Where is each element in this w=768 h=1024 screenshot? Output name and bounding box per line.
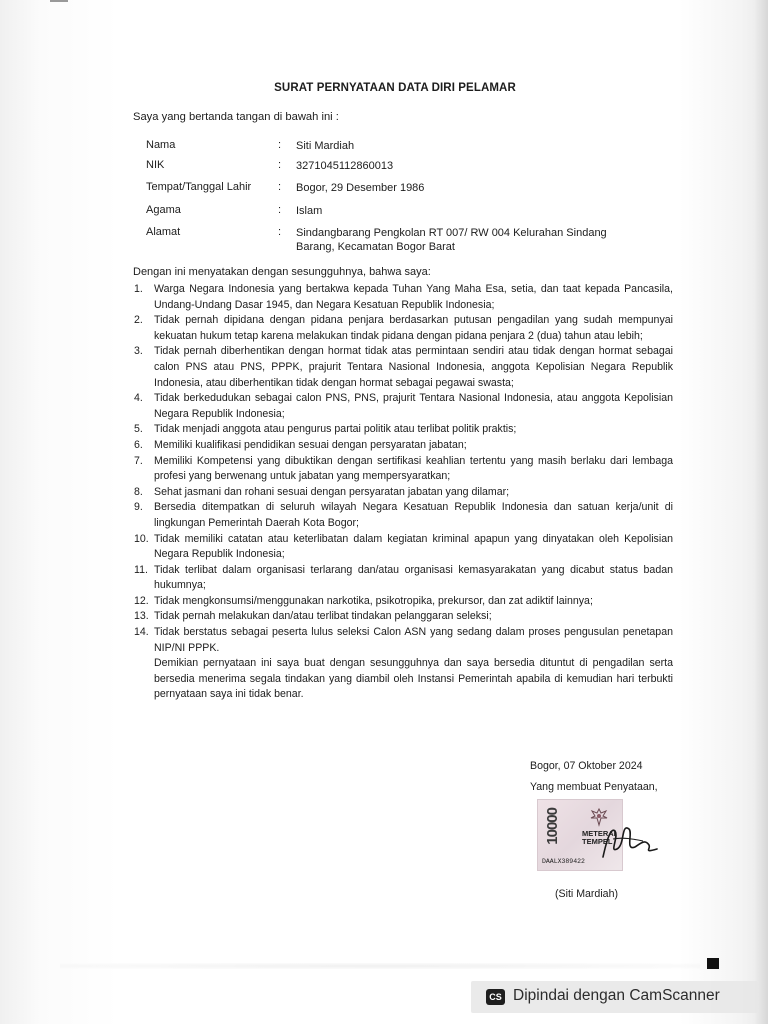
list-item — [133, 563, 673, 594]
closing-paragraph-wrapper — [133, 656, 673, 703]
list-number: 5. — [134, 423, 143, 436]
field-value: Islam — [296, 205, 323, 217]
list-number: 10. — [134, 532, 149, 545]
list-item — [133, 391, 673, 422]
list-number: 1. — [134, 283, 143, 295]
list-text: Tidak berkedudukan sebagai calon PNS, PNS, prajurit Tentara Nasional Indonesia, atau anggota Kepolisian Negara Republik Indonesia; — [154, 392, 673, 420]
list-item — [133, 282, 673, 313]
field-colon: : — [278, 204, 282, 216]
page-edge-shadow — [754, 0, 768, 1024]
list-text: Bersedia ditempatkan di seluruh wilayah Negara Kesatuan Republik Indonesia dan satuan kerja/unit di lingkungan Pemerintah Daerah Kota Bogor; — [154, 501, 673, 529]
field-colon: : — [278, 139, 282, 151]
signer-role: Yang membuat Penyataan, — [530, 781, 658, 793]
list-item — [133, 532, 673, 563]
list-text: Tidak memiliki catatan atau keterlibatan dalam kegiatan kriminal apapun yang dinyatakan oleh Kepolisian Negara Republik Indonesia; — [154, 532, 673, 561]
signature-area — [533, 799, 663, 874]
list-number: 14. — [134, 626, 149, 639]
stamp-serial: DAALX389422 — [542, 858, 585, 865]
list-item — [133, 313, 673, 344]
list-item — [133, 344, 673, 391]
corner-registration-mark — [707, 958, 719, 969]
list-item — [133, 485, 673, 501]
list-number: 4. — [134, 392, 143, 405]
intro-text: Saya yang bertanda tangan di bawah ini : — [133, 111, 339, 123]
scan-shadow — [60, 963, 700, 969]
field-colon: : — [278, 226, 282, 238]
list-number: 13. — [134, 610, 149, 623]
list-text: Warga Negara Indonesia yang bertakwa kepada Tuhan Yang Maha Esa, setia, dan taat kepada Pancasila, Undang-Undang Dasar 1945, dan Negara Kesatuan Republik Indonesia; — [154, 283, 673, 311]
list-number: 2. — [134, 314, 143, 327]
list-number: 7. — [134, 454, 143, 467]
field-label: Agama — [146, 204, 181, 216]
field-value: Siti Mardiah — [296, 140, 355, 152]
list-text: Memiliki kualifikasi pendidikan sesuai dengan persyaratan jabatan; — [154, 438, 467, 451]
statement-list — [133, 282, 673, 703]
stamp-label-line-1: METERAI — [582, 829, 616, 838]
statement-lead: Dengan ini menyatakan dengan sesungguhnya, bahwa saya: — [133, 266, 431, 278]
list-number: 8. — [134, 485, 143, 498]
list-text: Memiliki Kompetensi yang dibuktikan dengan sertifikasi keahlian tertentu yang masih berlaku dari lembaga profesi yang berwenang untuk jabatan yang mempersyaratkan; — [154, 454, 673, 483]
stamp-value: 10000 — [544, 808, 561, 845]
camscanner-logo-icon: CS — [486, 989, 505, 1005]
field-value: Sindangbarang Pengkolan RT 007/ RW 004 Kelurahan Sindang Barang, Kecamatan Bogor Barat — [296, 227, 607, 253]
handwritten-signature — [573, 809, 663, 869]
list-text: Tidak pernah melakukan dan/atau terlibat tindakan pelanggaran seleksi; — [154, 610, 492, 623]
camscanner-watermark — [471, 981, 758, 1013]
field-colon: : — [278, 181, 282, 193]
list-number: 3. — [134, 345, 143, 358]
list-number: 11. — [134, 563, 148, 576]
list-item — [133, 609, 673, 625]
list-item — [133, 594, 673, 610]
field-label: Tempat/Tanggal Lahir — [146, 181, 252, 193]
field-label: NIK — [146, 159, 165, 171]
field-value: 3271045112860013 — [296, 160, 394, 172]
signer-name: (Siti Mardiah) — [555, 888, 618, 900]
list-text: Tidak terlibat dalam organisasi terlarang dan/atau organisasi kemasyarakatan yang dicabut status badan hukumnya; — [154, 563, 673, 592]
list-number: 12. — [134, 594, 149, 607]
list-item — [133, 454, 673, 485]
list-text: Tidak berstatus sebagai peserta lulus seleksi Calon ASN yang sedang dalam proses pengusulan penetapan NIP/NI PPPK. — [154, 626, 673, 654]
document-title: SURAT PERNYATAAN DATA DIRI PELAMAR — [274, 82, 516, 94]
field-value: Bogor, 29 Desember 1986 — [296, 182, 425, 194]
watermark-text: Dipindai dengan CamScanner — [513, 987, 720, 1004]
list-number: 6. — [134, 438, 143, 451]
closing-paragraph: Demikian pernyataan ini saya buat dengan sesungguhnya dan saya bersedia dituntut di pengadilan serta bersedia menerima segala tindakan yang diambil oleh Instansi Pemerintah apabila di kemudian hari terbukti pernyataan saya ini tidak benar. — [154, 657, 673, 701]
list-number: 9. — [134, 501, 143, 514]
field-label: Alamat — [146, 226, 181, 238]
scan-artifact — [50, 0, 68, 2]
list-text: Tidak menjadi anggota atau pengurus partai politik atau terlibat politik praktis; — [154, 423, 517, 436]
stamp-label-line-2: TEMPEL — [582, 837, 613, 846]
list-text: Tidak pernah dipidana dengan pidana penjara berdasarkan putusan pengadilan yang sudah mempunyai kekuatan hukum tetap karena melakukan tindak pidana dengan pidana penjara 2 (dua) tahun atau lebih; — [154, 314, 673, 342]
place-date: Bogor, 07 Oktober 2024 — [530, 760, 643, 772]
list-text: Tidak pernah diberhentikan dengan hormat tidak atas permintaan sendiri atau tidak dengan hormat sebagai calon PNS atau PNS, PPPK, prajurit Tentara Nasional Indonesia, anggota Kepolisian Negara Republik Indonesia, atau diberhentikan tidak dengan hormat sebagai pegawai swasta; — [154, 345, 673, 389]
list-text: Sehat jasmani dan rohani sesuai dengan persyaratan jabatan yang dilamar; — [154, 485, 510, 498]
list-text: Tidak mengkonsumsi/menggunakan narkotika, psikotropika, prekursor, dan zat adiktif lainnya; — [154, 594, 593, 607]
list-item — [133, 438, 673, 454]
field-colon: : — [278, 159, 282, 171]
list-item — [133, 500, 673, 531]
list-item — [133, 422, 673, 438]
list-item — [133, 625, 673, 656]
field-label: Nama — [146, 139, 176, 151]
